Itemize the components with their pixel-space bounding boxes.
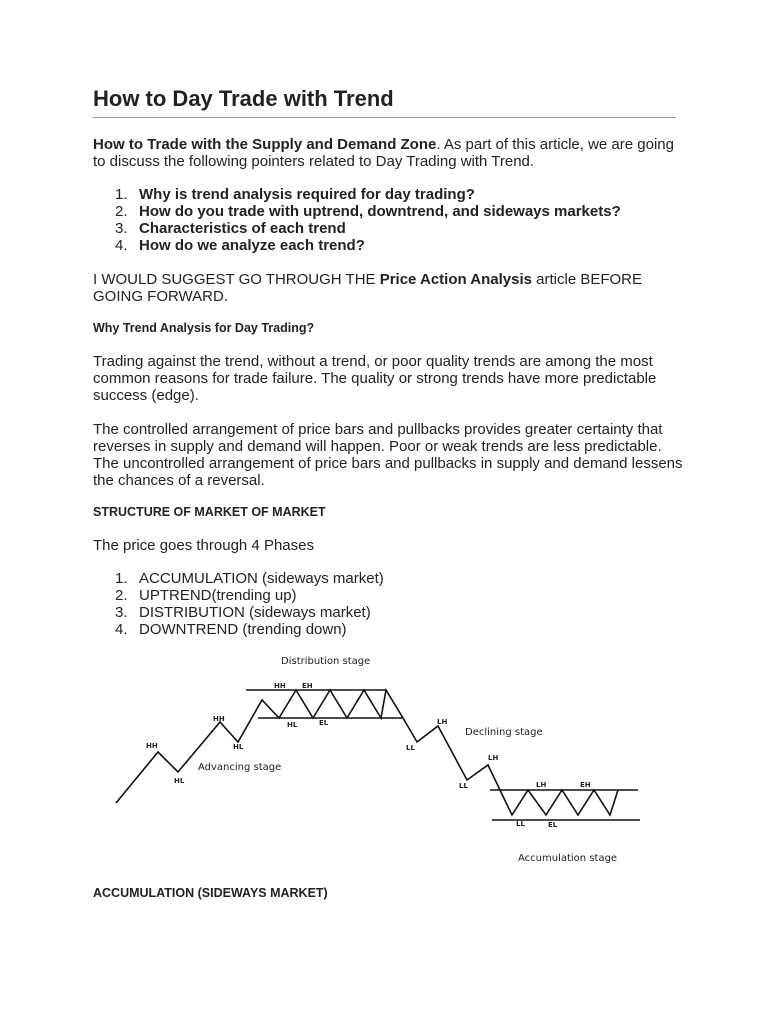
phase-text: DOWNTREND (trending down) (139, 621, 347, 638)
phase-text: DISTRIBUTION (sideways market) (139, 604, 371, 621)
list-item: 3. Characteristics of each trend (115, 220, 346, 237)
paragraph-trend-failure: Trading against the trend, without a trend, or poor quality trends are among the most common reasons for trade failure. The quality or strong trends have more predictable success (edge). (93, 353, 657, 404)
suggest-paragraph: I WOULD SUGGEST GO THROUGH THE Price Action Analysis article BEFORE GOING FORWARD. (93, 271, 643, 305)
intro-text: . As part of this article, we are going to discuss the following pointers related to Day Trading with Trend. (93, 136, 674, 170)
ll-label: LL (459, 782, 468, 790)
intro-paragraph (93, 136, 683, 170)
hl-label: HL (174, 777, 185, 785)
phase-text: ACCUMULATION (sideways market) (139, 570, 384, 587)
accumulation-stage-label: Accumulation stage (518, 853, 618, 864)
lh-label: LH (536, 781, 547, 789)
hh-label: HH (146, 742, 158, 750)
market-phases-diagram (110, 650, 650, 870)
section-heading-structure: STRUCTURE OF MARKET OF MARKET (93, 505, 326, 519)
list-item: 1. ACCUMULATION (sideways market) (115, 570, 384, 587)
advancing-stage-label: Advancing stage (198, 762, 282, 773)
list-item: 2. UPTREND(trending up) (115, 587, 297, 604)
pointers-list (93, 186, 621, 254)
ll-label: LL (406, 744, 415, 752)
el-label: EL (548, 821, 558, 829)
lh-label: LH (437, 718, 448, 726)
el-label: EL (319, 719, 329, 727)
section-heading-why: Why Trend Analysis for Day Trading? (93, 321, 315, 335)
phases-intro: The price goes through 4 Phases (93, 537, 314, 554)
pointer-text: How do we analyze each trend? (139, 237, 365, 254)
list-item: 4. How do we analyze each trend? (115, 237, 365, 254)
hl-label: HL (233, 743, 244, 751)
list-item: 4. DOWNTREND (trending down) (115, 621, 347, 638)
intro-link-text: How to Trade with the Supply and Demand Zone (93, 136, 437, 153)
hh-label: HH (213, 715, 225, 723)
hl-label: HL (287, 721, 298, 729)
eh-label: EH (302, 682, 313, 690)
price-path (116, 690, 618, 815)
phases-list (93, 570, 384, 638)
title-divider (93, 117, 676, 118)
list-item: 3. DISTRIBUTION (sideways market) (115, 604, 371, 621)
paragraph-controlled-arrangement: The controlled arrangement of price bars and pullbacks provides greater certainty that reverses in supply and demand will happen. Poor or weak trends are less predictable. The uncontrolled arrangement of price bars and pullbacks in supply and demand lessens the chances of a reversal. (93, 421, 683, 489)
list-item: 1. Why is trend analysis required for day trading? (115, 186, 475, 203)
pointer-text: How do you trade with uptrend, downtrend, and sideways markets? (139, 203, 621, 220)
section-heading-accumulation: ACCUMULATION (SIDEWAYS MARKET) (93, 886, 328, 900)
phase-text: UPTREND(trending up) (139, 587, 297, 604)
pointer-text: Characteristics of each trend (139, 220, 346, 237)
declining-stage-label: Declining stage (465, 727, 543, 738)
lh-label: LH (488, 754, 499, 762)
pointer-text: Why is trend analysis required for day trading? (139, 186, 475, 203)
ll-label: LL (516, 820, 525, 828)
eh-label: EH (580, 781, 591, 789)
hh-label: HH (274, 682, 286, 690)
page-title: How to Day Trade with Trend (93, 86, 394, 111)
distribution-stage-label: Distribution stage (281, 656, 371, 667)
price-action-link[interactable]: Price Action Analysis (379, 271, 532, 288)
list-item: 2. How do you trade with uptrend, downtrend, and sideways markets? (115, 203, 621, 220)
